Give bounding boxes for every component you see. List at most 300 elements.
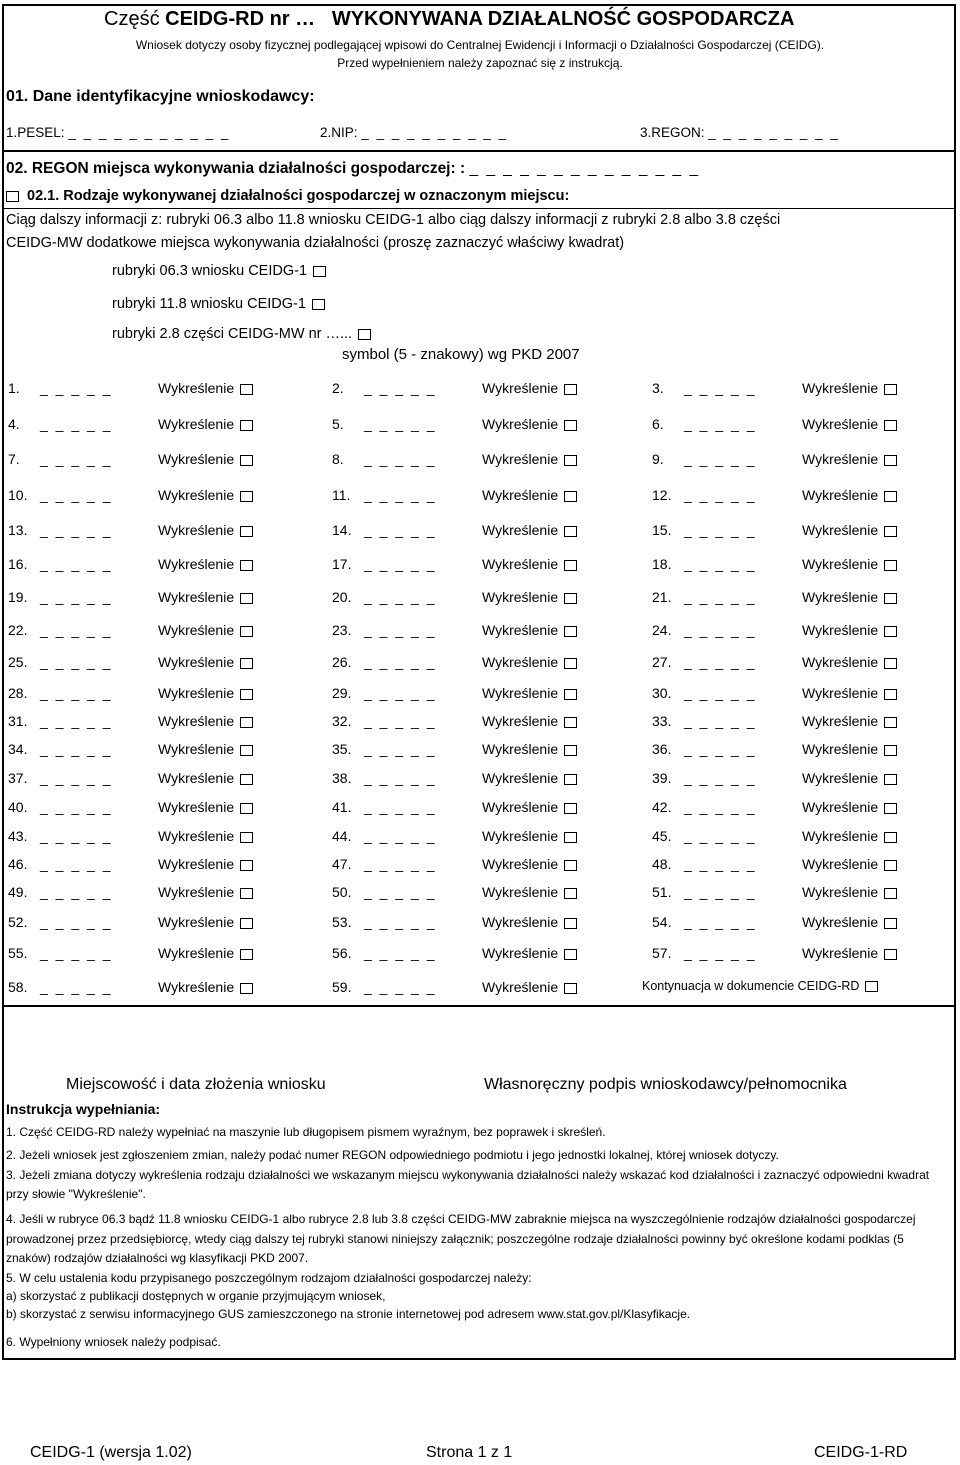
pkd-code-input[interactable]: _ _ _ _ _ [364,945,437,961]
pkd-entry-number: 48. [652,856,672,872]
pkd-code-input[interactable]: _ _ _ _ _ [40,685,113,701]
strike-checkbox[interactable] [240,420,253,431]
pkd-code-input[interactable]: _ _ _ _ _ [40,654,113,670]
option-label: rubryki 2.8 części CEIDG-MW nr …... [112,326,353,342]
strike-option[interactable] [482,685,577,701]
strike-checkbox[interactable] [564,455,577,466]
strike-checkbox[interactable] [884,918,897,929]
pkd-code-input[interactable]: _ _ _ _ _ [684,884,757,900]
strike-option[interactable] [802,589,897,605]
instruction-5: 5. W celu ustalenia kodu przypisanego poszczególnym rodzajom działalności gospodarczej należy: [6,1271,532,1285]
strike-label: Wykreślenie [482,741,559,757]
strike-option[interactable] [158,713,253,729]
strike-option[interactable] [158,914,253,930]
strike-option[interactable] [158,685,253,701]
strike-label: Wykreślenie [158,556,235,572]
pkd-entry-number: 28. [8,685,28,701]
strike-checkbox[interactable] [564,626,577,637]
strike-label: Wykreślenie [158,884,235,900]
pkd-entry-number: 38. [332,770,352,786]
strike-checkbox[interactable] [564,420,577,431]
strike-checkbox[interactable] [240,560,253,571]
pkd-code-input[interactable]: _ _ _ _ _ [364,979,437,995]
strike-checkbox[interactable] [884,593,897,604]
option-checkbox[interactable] [312,299,325,310]
divider [2,208,956,209]
strike-checkbox[interactable] [240,745,253,756]
section-02-1-checkbox[interactable] [6,191,19,202]
strike-option[interactable] [482,416,577,432]
pkd-entry-number: 23. [332,622,352,638]
pkd-entry-number: 13. [8,522,28,538]
pkd-entry-number: 22. [8,622,28,638]
strike-option[interactable] [802,654,897,670]
section-02-heading [6,160,700,178]
section-02-1-heading-text: 02.1. Rodzaje wykonywanej działalności gospodarczej w oznaczonym miejscu: [27,188,570,204]
pkd-code-input[interactable]: _ _ _ _ _ [684,713,757,729]
strike-option[interactable] [158,487,253,503]
pkd-code-input[interactable]: _ _ _ _ _ [684,945,757,961]
form-title [104,8,794,31]
pkd-entry-number: 53. [332,914,352,930]
pkd-entry-number: 14. [332,522,352,538]
strike-label: Wykreślenie [158,416,235,432]
footer-version: CEIDG-1 (wersja 1.02) [30,1444,192,1461]
strike-option[interactable] [158,884,253,900]
strike-option[interactable] [158,416,253,432]
strike-option[interactable] [802,945,897,961]
strike-option[interactable] [482,451,577,467]
strike-checkbox[interactable] [884,949,897,960]
regon-dashes: _ _ _ _ _ _ _ _ _ [708,125,840,140]
strike-option[interactable] [802,556,897,572]
pkd-entry-number: 33. [652,713,672,729]
strike-label: Wykreślenie [802,487,879,503]
continuation-option[interactable] [642,979,878,993]
strike-checkbox[interactable] [240,455,253,466]
pkd-code-input[interactable]: _ _ _ _ _ [684,556,757,572]
strike-option[interactable] [158,945,253,961]
pkd-entry-number: 59. [332,979,352,995]
pkd-code-input[interactable]: _ _ _ _ _ [40,451,113,467]
pkd-code-input[interactable]: _ _ _ _ _ [684,828,757,844]
strike-option[interactable] [482,979,577,995]
pkd-entry-number: 7. [8,451,20,467]
pkd-code-input[interactable]: _ _ _ _ _ [364,713,437,729]
strike-option[interactable] [158,522,253,538]
pkd-code-input[interactable]: _ _ _ _ _ [40,522,113,538]
strike-option[interactable] [802,622,897,638]
pkd-entry-number: 2. [332,380,344,396]
pkd-code-input[interactable]: _ _ _ _ _ [364,622,437,638]
strike-option[interactable] [482,799,577,815]
pkd-entry-number: 34. [8,741,28,757]
strike-label: Wykreślenie [802,945,879,961]
strike-option[interactable] [158,451,253,467]
pkd-symbol-label: symbol (5 - znakowy) wg PKD 2007 [342,346,580,363]
pkd-entry-number: 50. [332,884,352,900]
strike-label: Wykreślenie [158,622,235,638]
pesel-dashes: _ _ _ _ _ _ _ _ _ _ _ [68,125,231,140]
instruction-5a: a) skorzystać z publikacji dostępnych w organie przyjmującym wniosek, [6,1289,386,1303]
signature-label: Własnoręczny podpis wnioskodawcy/pełnomocnika [484,1076,847,1093]
strike-label: Wykreślenie [482,451,559,467]
strike-checkbox[interactable] [884,689,897,700]
strike-checkbox[interactable] [884,832,897,843]
strike-label: Wykreślenie [802,654,879,670]
strike-label: Wykreślenie [158,522,235,538]
strike-checkbox[interactable] [564,491,577,502]
strike-checkbox[interactable] [240,526,253,537]
pkd-code-input[interactable]: _ _ _ _ _ [40,979,113,995]
strike-label: Wykreślenie [482,914,559,930]
strike-option[interactable] [158,799,253,815]
strike-checkbox[interactable] [240,491,253,502]
strike-checkbox[interactable] [240,918,253,929]
pkd-code-input[interactable]: _ _ _ _ _ [40,856,113,872]
strike-option[interactable] [802,770,897,786]
pesel-field[interactable] [6,125,230,140]
strike-label: Wykreślenie [802,770,879,786]
strike-option[interactable] [482,622,577,638]
pkd-entry-number: 51. [652,884,672,900]
strike-option[interactable] [802,828,897,844]
pkd-code-input[interactable]: _ _ _ _ _ [364,522,437,538]
pkd-code-input[interactable]: _ _ _ _ _ [684,914,757,930]
strike-label: Wykreślenie [802,799,879,815]
option-checkbox[interactable] [358,329,371,340]
pkd-code-input[interactable]: _ _ _ _ _ [684,741,757,757]
pkd-entry-number: 4. [8,416,20,432]
strike-checkbox[interactable] [240,983,253,994]
pkd-code-input[interactable]: _ _ _ _ _ [40,589,113,605]
strike-option[interactable] [158,622,253,638]
pkd-code-input[interactable]: _ _ _ _ _ [684,856,757,872]
strike-option[interactable] [802,799,897,815]
strike-label: Wykreślenie [802,914,879,930]
strike-option[interactable] [802,380,897,396]
strike-label: Wykreślenie [802,884,879,900]
strike-label: Wykreślenie [482,856,559,872]
strike-checkbox[interactable] [240,860,253,871]
strike-option[interactable] [482,945,577,961]
strike-label: Wykreślenie [482,522,559,538]
strike-checkbox[interactable] [564,832,577,843]
strike-checkbox[interactable] [240,384,253,395]
strike-option[interactable] [158,979,253,995]
strike-checkbox[interactable] [564,774,577,785]
pkd-entry-number: 11. [332,487,351,503]
pkd-code-input[interactable]: _ _ _ _ _ [364,799,437,815]
pkd-entry-number: 18. [652,556,672,572]
strike-option[interactable] [482,770,577,786]
strike-option[interactable] [802,884,897,900]
pkd-code-input[interactable]: _ _ _ _ _ [364,589,437,605]
strike-checkbox[interactable] [884,888,897,899]
pkd-code-input[interactable]: _ _ _ _ _ [684,799,757,815]
pkd-code-input[interactable]: _ _ _ _ _ [364,856,437,872]
strike-label: Wykreślenie [158,770,235,786]
strike-checkbox[interactable] [240,774,253,785]
continuation-line-2: CEIDG-MW dodatkowe miejsca wykonywania działalności (proszę zaznaczyć właściwy kwadrat) [6,235,625,251]
strike-checkbox[interactable] [884,626,897,637]
continuation-checkbox[interactable] [865,981,878,992]
strike-option[interactable] [158,380,253,396]
pkd-code-input[interactable]: _ _ _ _ _ [40,884,113,900]
strike-checkbox[interactable] [564,384,577,395]
strike-checkbox[interactable] [240,803,253,814]
strike-label: Wykreślenie [802,589,879,605]
pkd-code-input[interactable]: _ _ _ _ _ [364,741,437,757]
strike-option[interactable] [802,914,897,930]
strike-label: Wykreślenie [158,979,235,995]
pkd-code-input[interactable]: _ _ _ _ _ [364,685,437,701]
regon-field[interactable] [640,125,840,140]
pkd-entry-number: 37. [8,770,28,786]
pkd-entry-number: 24. [652,622,672,638]
strike-checkbox[interactable] [564,593,577,604]
pkd-entry-number: 52. [8,914,28,930]
pkd-code-input[interactable]: _ _ _ _ _ [40,828,113,844]
strike-checkbox[interactable] [240,658,253,669]
pkd-code-input[interactable]: _ _ _ _ _ [364,884,437,900]
pkd-entry-number: 26. [332,654,352,670]
strike-label: Wykreślenie [482,884,559,900]
pkd-code-input[interactable]: _ _ _ _ _ [364,770,437,786]
pkd-code-input[interactable]: _ _ _ _ _ [684,380,757,396]
regon-local-dashes[interactable]: _ _ _ _ _ _ _ _ _ _ _ _ _ _ [469,160,701,177]
strike-option[interactable] [158,828,253,844]
strike-option[interactable] [482,654,577,670]
strike-option[interactable] [482,589,577,605]
pkd-entry-number: 58. [8,979,28,995]
option-checkbox[interactable] [313,266,326,277]
strike-label: Wykreślenie [158,451,235,467]
strike-label: Wykreślenie [802,741,879,757]
strike-label: Wykreślenie [158,741,235,757]
strike-checkbox[interactable] [884,420,897,431]
strike-label: Wykreślenie [158,828,235,844]
strike-label: Wykreślenie [158,945,235,961]
strike-option[interactable] [158,856,253,872]
pkd-code-input[interactable]: _ _ _ _ _ [684,522,757,538]
strike-checkbox[interactable] [564,860,577,871]
strike-checkbox[interactable] [240,689,253,700]
strike-label: Wykreślenie [158,856,235,872]
pkd-code-input[interactable]: _ _ _ _ _ [364,416,437,432]
strike-option[interactable] [802,741,897,757]
strike-label: Wykreślenie [482,770,559,786]
pkd-code-input[interactable]: _ _ _ _ _ [684,451,757,467]
title-part: Część [104,8,160,30]
section-02-heading-text: 02. REGON miejsca wykonywania działalności gospodarczej: : [6,160,466,177]
strike-option[interactable] [802,522,897,538]
pkd-entry-number: 9. [652,451,664,467]
nip-field[interactable] [320,125,508,140]
strike-option[interactable] [158,589,253,605]
strike-checkbox[interactable] [564,918,577,929]
pkd-entry-number: 10. [8,487,28,503]
pkd-code-input[interactable]: _ _ _ _ _ [364,556,437,572]
pkd-code-input[interactable]: _ _ _ _ _ [40,770,113,786]
pkd-entry-number: 44. [332,828,352,844]
strike-option[interactable] [802,856,897,872]
strike-checkbox[interactable] [884,491,897,502]
pkd-code-input[interactable]: _ _ _ _ _ [364,380,437,396]
strike-label: Wykreślenie [158,713,235,729]
strike-label: Wykreślenie [482,654,559,670]
strike-label: Wykreślenie [482,487,559,503]
strike-checkbox[interactable] [884,745,897,756]
strike-label: Wykreślenie [802,380,879,396]
instruction-6: 6. Wypełniony wniosek należy podpisać. [6,1335,221,1349]
strike-label: Wykreślenie [482,799,559,815]
strike-label: Wykreślenie [482,979,559,995]
strike-checkbox[interactable] [884,560,897,571]
pkd-entry-number: 12. [652,487,672,503]
option-rubryki-11-8[interactable] [112,296,325,312]
strike-checkbox[interactable] [564,658,577,669]
strike-label: Wykreślenie [158,799,235,815]
strike-label: Wykreślenie [802,622,879,638]
continuation-label: Kontynuacja w dokumencie CEIDG-RD [642,979,860,993]
option-rubryki-2-8[interactable] [112,326,371,342]
nip-label: 2.NIP: [320,125,358,140]
pkd-code-input[interactable]: _ _ _ _ _ [364,828,437,844]
pkd-entry-number: 31. [8,713,28,729]
pkd-entry-number: 20. [332,589,352,605]
strike-checkbox[interactable] [884,803,897,814]
pkd-code-input[interactable]: _ _ _ _ _ [40,622,113,638]
strike-checkbox[interactable] [564,717,577,728]
strike-label: Wykreślenie [158,685,235,701]
strike-label: Wykreślenie [482,713,559,729]
pkd-entry-number: 25. [8,654,28,670]
strike-checkbox[interactable] [240,832,253,843]
strike-label: Wykreślenie [802,416,879,432]
strike-checkbox[interactable] [564,983,577,994]
strike-checkbox[interactable] [884,717,897,728]
strike-option[interactable] [482,380,577,396]
strike-option[interactable] [802,416,897,432]
strike-option[interactable] [158,654,253,670]
instruction-3: 3. Jeżeli zmiana dotyczy wykreślenia rodzaju działalności we wskazanym miejscu wykonywania działalności należy wskazać kod działalności i zaznaczyć odpowiedni kwadrat przy słowie "Wykreślenie". [6,1168,930,1201]
pkd-entry-number: 19. [8,589,28,605]
pkd-entry-number: 36. [652,741,672,757]
strike-option[interactable] [802,713,897,729]
pkd-code-input[interactable]: _ _ _ _ _ [40,799,113,815]
strike-option[interactable] [158,556,253,572]
pkd-entry-number: 32. [332,713,352,729]
strike-label: Wykreślenie [802,685,879,701]
strike-label: Wykreślenie [482,589,559,605]
pkd-code-input[interactable]: _ _ _ _ _ [684,770,757,786]
strike-option[interactable] [482,828,577,844]
strike-checkbox[interactable] [240,626,253,637]
strike-checkbox[interactable] [884,658,897,669]
strike-option[interactable] [482,713,577,729]
strike-label: Wykreślenie [802,856,879,872]
strike-checkbox[interactable] [564,526,577,537]
strike-option[interactable] [802,685,897,701]
pkd-code-input[interactable]: _ _ _ _ _ [40,741,113,757]
subtitle-1: Wniosek dotyczy osoby fizycznej podlegającej wpisowi do Centralnej Ewidencji i Informacji o Działalności Gospodarczej (CEIDG). [135,38,825,52]
pkd-code-input[interactable]: _ _ _ _ _ [364,654,437,670]
regon-label: 3.REGON: [640,125,705,140]
subtitle-2: Przed wypełnieniem należy zapoznać się z instrukcją. [337,56,623,70]
strike-checkbox[interactable] [564,560,577,571]
pkd-code-input[interactable]: _ _ _ _ _ [684,487,757,503]
strike-label: Wykreślenie [802,713,879,729]
strike-checkbox[interactable] [240,949,253,960]
pkd-code-input[interactable]: _ _ _ _ _ [364,487,437,503]
strike-checkbox[interactable] [884,860,897,871]
strike-option[interactable] [482,884,577,900]
pkd-entry-number: 46. [8,856,28,872]
strike-option[interactable] [482,556,577,572]
section-02-1-heading [6,188,569,204]
strike-checkbox[interactable] [884,526,897,537]
pkd-code-input[interactable]: _ _ _ _ _ [40,487,113,503]
strike-option[interactable] [482,856,577,872]
pkd-code-input[interactable]: _ _ _ _ _ [684,416,757,432]
pkd-code-input[interactable]: _ _ _ _ _ [364,914,437,930]
pkd-code-input[interactable]: _ _ _ _ _ [684,589,757,605]
strike-option[interactable] [482,487,577,503]
pkd-entry-number: 21. [652,589,672,605]
strike-option[interactable] [158,741,253,757]
option-rubryki-06-3[interactable] [112,263,326,279]
section-01-heading: 01. Dane identyfikacyjne wnioskodawcy: [6,88,315,105]
pkd-code-input[interactable]: _ _ _ _ _ [684,654,757,670]
pkd-code-input[interactable]: _ _ _ _ _ [40,914,113,930]
pkd-code-input[interactable]: _ _ _ _ _ [684,622,757,638]
pkd-code-input[interactable]: _ _ _ _ _ [40,945,113,961]
strike-label: Wykreślenie [482,556,559,572]
pkd-code-input[interactable]: _ _ _ _ _ [40,416,113,432]
strike-option[interactable] [802,487,897,503]
pkd-code-input[interactable]: _ _ _ _ _ [364,451,437,467]
place-date-label: Miejscowość i data złożenia wniosku [66,1076,326,1093]
pkd-code-input[interactable]: _ _ _ _ _ [40,556,113,572]
strike-checkbox[interactable] [564,949,577,960]
instruction-2: 2. Jeżeli wniosek jest zgłoszeniem zmian, należy podać numer REGON odpowiedniego podmiotu i jego jednostki lokalnej, której wniosek dotyczy. [6,1148,779,1162]
pkd-code-input[interactable]: _ _ _ _ _ [40,713,113,729]
strike-checkbox[interactable] [240,593,253,604]
strike-option[interactable] [158,770,253,786]
strike-option[interactable] [482,522,577,538]
pkd-entry-number: 56. [332,945,352,961]
strike-checkbox[interactable] [240,717,253,728]
strike-checkbox[interactable] [884,455,897,466]
strike-option[interactable] [802,451,897,467]
strike-checkbox[interactable] [240,888,253,899]
strike-checkbox[interactable] [884,384,897,395]
pkd-entry-number: 35. [332,741,352,757]
footer-code: CEIDG-1-RD [814,1444,908,1461]
strike-option[interactable] [482,914,577,930]
strike-checkbox[interactable] [564,803,577,814]
strike-option[interactable] [482,741,577,757]
strike-checkbox[interactable] [564,745,577,756]
strike-checkbox[interactable] [564,689,577,700]
strike-checkbox[interactable] [884,774,897,785]
pkd-code-input[interactable]: _ _ _ _ _ [40,380,113,396]
strike-checkbox[interactable] [564,888,577,899]
pkd-code-input[interactable]: _ _ _ _ _ [684,685,757,701]
pkd-entry-number: 41. [332,799,352,815]
pkd-entry-number: 55. [8,945,28,961]
